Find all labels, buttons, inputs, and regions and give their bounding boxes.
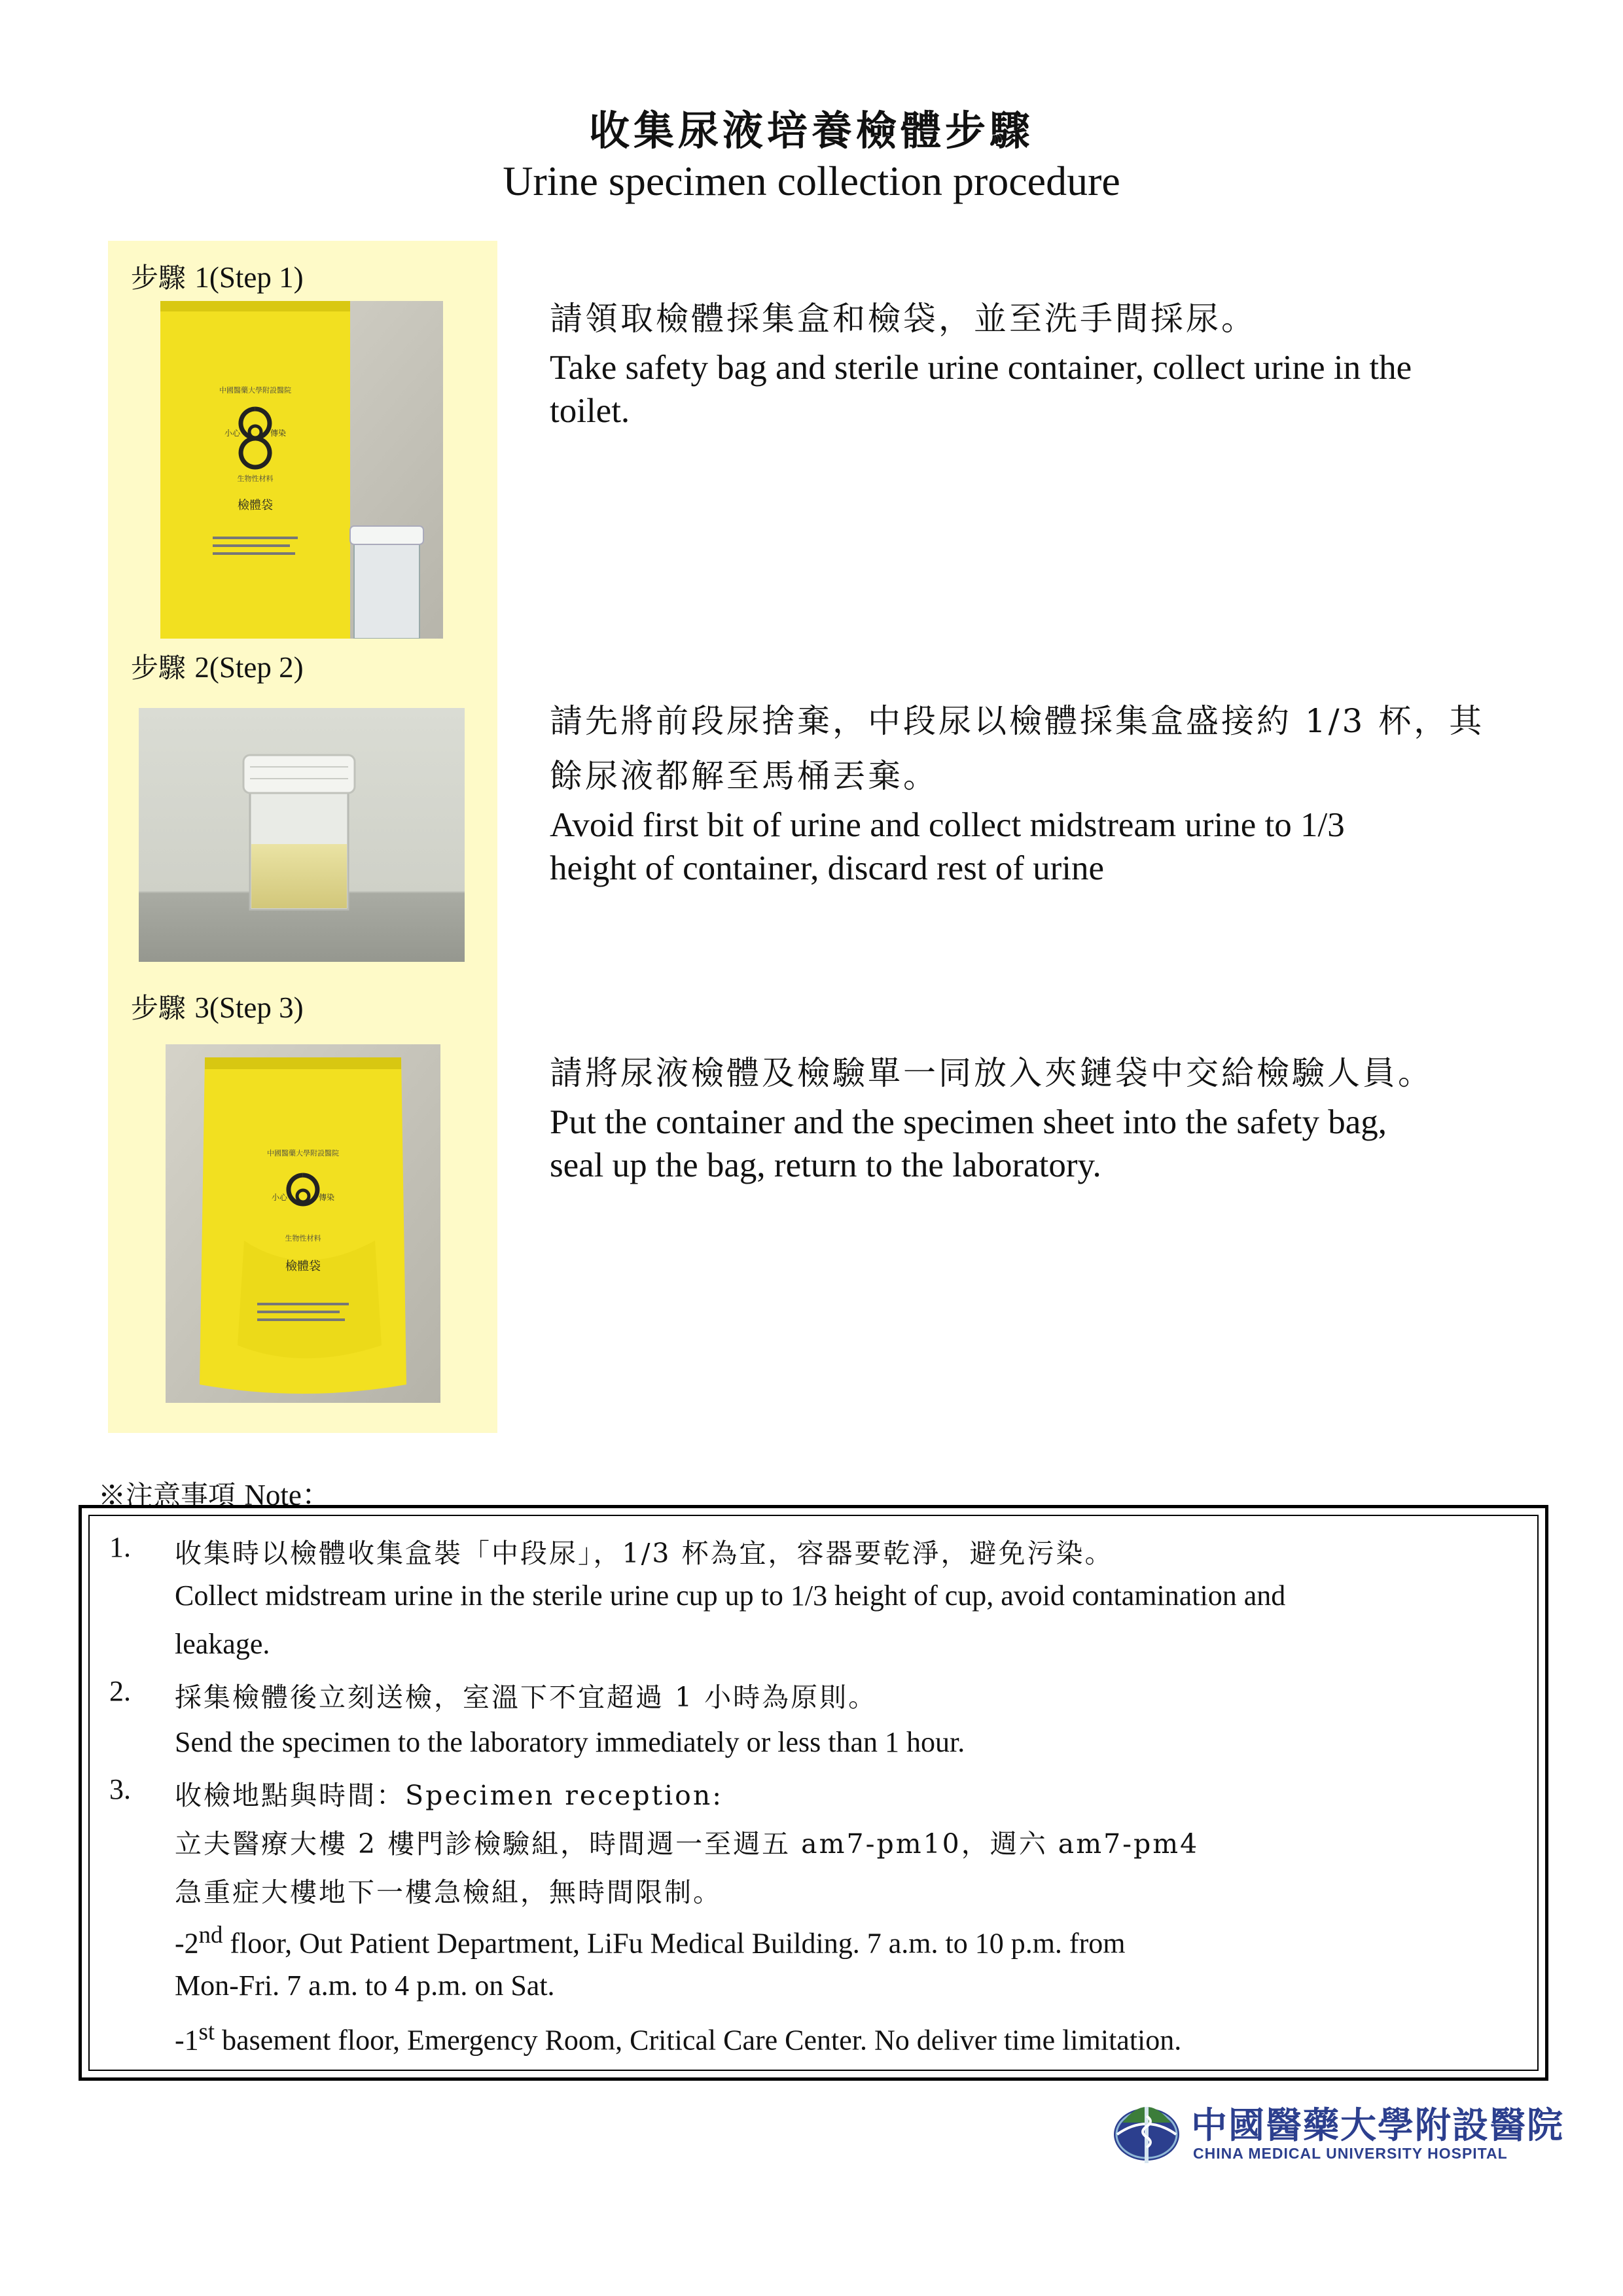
note-line: Mon-Fri. 7 a.m. to 4 p.m. on Sat. bbox=[175, 1969, 555, 2002]
svg-text:傳染: 傳染 bbox=[270, 429, 287, 438]
note-line: 急重症大樓地下一樓急檢組，無時間限制。 bbox=[175, 1877, 722, 1908]
step-3-photo bbox=[166, 1044, 440, 1403]
note-line: 收集時以檢體收集盒裝「中段尿」，1/3 杯為宜，容器要乾淨，避免污染。 bbox=[175, 1538, 1114, 1569]
note-line: Collect midstream urine in the sterile urine cup up to 1/3 height of cup, avoid contamination and bbox=[175, 1580, 1286, 1612]
note-line: 收檢地點與時間：Specimen reception: bbox=[175, 1780, 724, 1811]
svg-text:檢體袋: 檢體袋 bbox=[285, 1260, 321, 1273]
svg-text:中國醫藥大學附設醫院: 中國醫藥大學附設醫院 bbox=[267, 1149, 339, 1157]
step-3-label: 步驟 3(Step 3) bbox=[131, 991, 304, 1024]
svg-text:生物性材料: 生物性材料 bbox=[237, 474, 274, 483]
note-number: 1. bbox=[109, 1531, 131, 1563]
svg-text:檢體袋: 檢體袋 bbox=[238, 499, 273, 512]
note-line: 立夫醫療大樓 2 樓門診檢驗組，時間週一至週五 am7-pm10，週六 am7-pm4 bbox=[175, 1828, 1200, 1860]
step-1-photo bbox=[160, 301, 443, 639]
page-title-en: Urine specimen collection procedure bbox=[503, 158, 1120, 204]
svg-text:傳染: 傳染 bbox=[319, 1193, 335, 1202]
step-2-photo bbox=[139, 708, 465, 962]
note-line: leakage. bbox=[175, 1628, 270, 1660]
svg-text:小心: 小心 bbox=[224, 429, 241, 438]
step-3-description: 請將尿液檢體及檢驗單一同放入夾鏈袋中交給檢驗人員。 Put the container and the specimen sheet into the safety bag, seal up the bag, return to the laboratory. bbox=[550, 1054, 1433, 1184]
svg-text:小心: 小心 bbox=[272, 1193, 288, 1202]
hospital-emblem-icon bbox=[1109, 2094, 1185, 2169]
note-number: 3. bbox=[109, 1773, 131, 1805]
note-line: 採集檢體後立刻送檢，室溫下不宜超過 1 小時為原則。 bbox=[175, 1682, 878, 1713]
note-box bbox=[79, 1505, 1548, 2081]
note-number: 2. bbox=[109, 1675, 131, 1707]
note-line: Send the specimen to the laboratory immediately or less than 1 hour. bbox=[175, 1726, 965, 1758]
note-heading: ※注意事項 Note： bbox=[98, 1479, 331, 1511]
page-title-zh: 收集尿液培養檢體步驟 bbox=[588, 107, 1034, 154]
step-1-label: 步驟 1(Step 1) bbox=[131, 261, 304, 294]
step-2-description: 請先將前段尿捨棄，中段尿以檢體採集盒盛接約 1/3 杯，其 餘尿液都解至馬桶丟棄。 Avoid first bit of urine and collect midstream urine to 1/3 height of container, discard rest of urine bbox=[550, 702, 1485, 887]
hospital-logo: 中國醫藥大學附設醫院 CHINA MEDICAL UNIVERSITY HOSPITAL bbox=[1109, 2094, 1535, 2172]
svg-text:中國醫藥大學附設醫院: 中國醫藥大學附設醫院 bbox=[219, 386, 291, 395]
step-1-description: 請領取檢體採集盒和檢袋，並至洗手間採尿。 Take safety bag and sterile urine container, collect urine in the toilet. bbox=[550, 300, 1412, 430]
note-line: -1st basement floor, Emergency Room, Critical Care Center. No deliver time limitation. bbox=[175, 2018, 1182, 2057]
note-line: -2nd floor, Out Patient Department, LiFu Medical Building. 7 a.m. to 10 p.m. from bbox=[175, 1921, 1126, 1960]
svg-text:生物性材料: 生物性材料 bbox=[285, 1234, 321, 1243]
step-2-label: 步驟 2(Step 2) bbox=[131, 651, 304, 684]
